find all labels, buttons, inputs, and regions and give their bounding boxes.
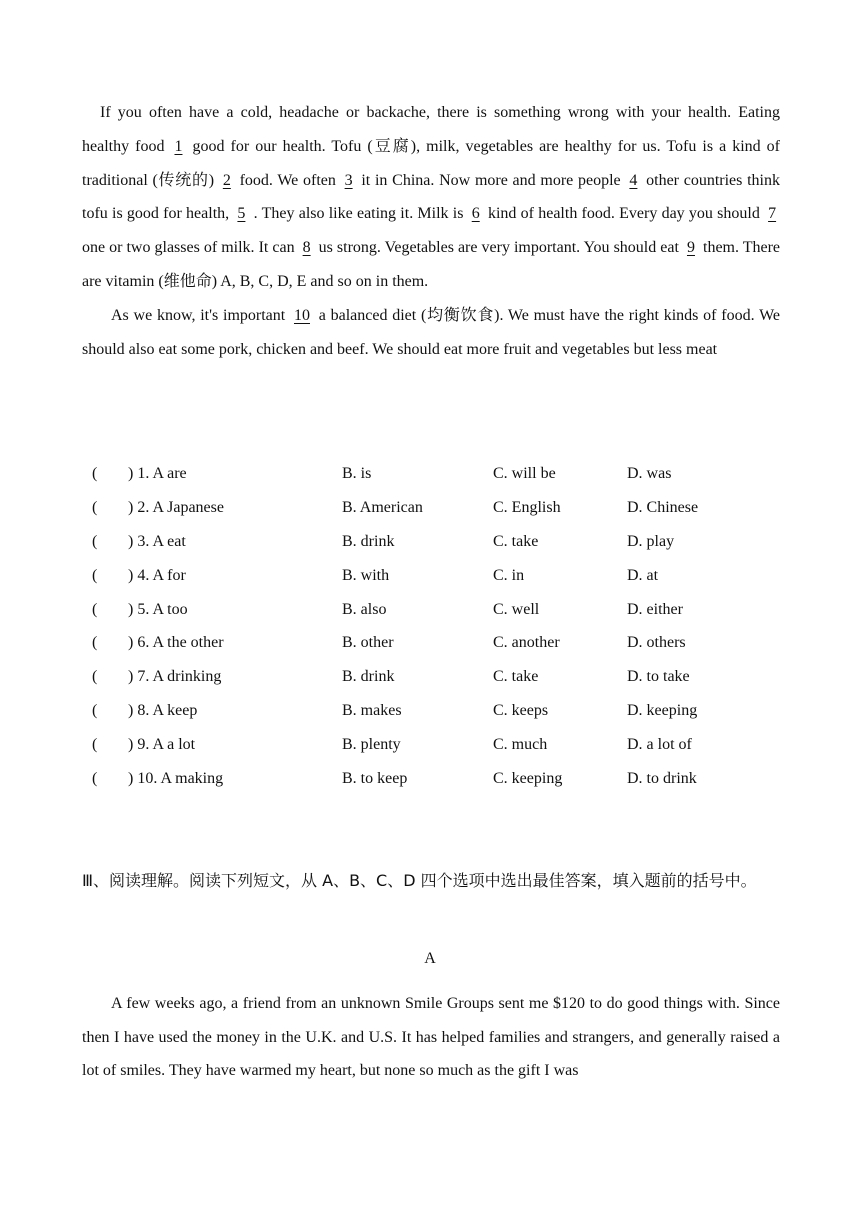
option-c: C. keeps (493, 702, 549, 720)
blank-8: 8 (302, 239, 311, 257)
question-row (82, 559, 782, 593)
option-d: D. to drink (627, 770, 697, 788)
passage-text: it in China. Now more and more people (361, 171, 621, 189)
option-d: D. was (627, 465, 672, 482)
answer-paren: ( (92, 736, 98, 754)
option-c: C. will be (493, 465, 556, 482)
option-b: B. drink (342, 532, 395, 550)
answer-paren: ( (92, 770, 98, 788)
option-c: C. take (493, 532, 539, 550)
option-c: C. another (493, 634, 560, 652)
option-b: B. to keep (342, 770, 408, 788)
option-b: B. also (342, 600, 387, 618)
blank-9: 9 (686, 239, 695, 257)
question-row (82, 593, 782, 627)
blank-5: 5 (237, 205, 246, 223)
section-heading: Ⅲ、阅读理解。阅读下列短文，从 A、B、C、D 四个选项中选出最佳答案，填入题前的括号中。 (82, 871, 757, 890)
question-row (82, 694, 782, 728)
question-stem: ) 8. A keep (128, 702, 198, 720)
reading-paragraph: A few weeks ago, a friend from an unknown Smile Groups sent me $120 to do good things with. Since then I have used the money in the U.K. and U.S. It has helped families and strangers, and generally raised a lot of smiles. They have warmed my heart, but none so much as the gift I was (82, 995, 780, 1080)
passage-text: a balanced diet (均衡饮食). We must have the right kinds of food. We should also eat some pork, chicken and beef. We should eat more fruit and vegetables but less meat (82, 306, 780, 358)
passage-text: other countries think tofu is good for health, (82, 171, 781, 223)
passage-label: A (424, 950, 436, 967)
option-c: C. keeping (493, 770, 563, 788)
option-c: C. take (493, 668, 539, 686)
option-b: B. other (342, 634, 394, 652)
question-stem: ) 5. A too (128, 600, 188, 618)
question-stem: ) 10. A making (128, 770, 224, 788)
option-d: D. either (627, 600, 683, 618)
passage-text: . They also like eating it. Milk is (253, 205, 464, 223)
option-d: D. keeping (627, 702, 698, 720)
option-b: B. drink (342, 668, 395, 686)
question-row (82, 660, 782, 694)
answer-paren: ( (92, 634, 98, 652)
question-stem: ) 7. A drinking (128, 668, 222, 686)
passage-text: If you often have a cold, headache or backache, there is something wrong with your health. Eating healthy food (82, 104, 780, 155)
answer-paren: ( (92, 498, 98, 516)
option-c: C. English (493, 498, 561, 516)
option-b: B. makes (342, 702, 402, 720)
option-b: B. is (342, 465, 372, 482)
blank-10: 10 (293, 306, 310, 324)
option-d: D. play (627, 532, 675, 550)
cloze-passage (82, 96, 780, 366)
question-row (82, 626, 782, 660)
option-d: D. Chinese (627, 498, 699, 516)
question-stem: ) 9. A a lot (128, 736, 196, 754)
question-row (82, 762, 782, 796)
option-d: D. at (627, 566, 659, 584)
answer-paren: ( (92, 465, 98, 482)
blank-6: 6 (471, 205, 480, 223)
option-b: B. American (342, 498, 423, 516)
option-d: D. to take (627, 668, 690, 686)
question-stem: ) 1. A are (128, 465, 187, 482)
question-row (82, 525, 782, 559)
question-stem: ) 4. A for (128, 566, 186, 584)
blank-3: 3 (344, 171, 353, 189)
answer-paren: ( (92, 668, 98, 686)
blank-7: 7 (768, 205, 777, 223)
option-d: D. others (627, 634, 686, 652)
option-b: B. plenty (342, 736, 401, 754)
question-stem: ) 3. A eat (128, 532, 186, 550)
question-row (82, 728, 782, 762)
answer-paren: ( (92, 702, 98, 720)
passage-text: good for our health. Tofu (豆腐), milk, vegetables are healthy for us. Tofu is a kind of traditional (传统的) (82, 137, 781, 189)
passage-text: As we know, it's important (111, 306, 286, 324)
answer-paren: ( (92, 600, 98, 618)
cloze-questions (82, 457, 782, 796)
passage-text: us strong. Vegetables are very important. You should eat (318, 239, 679, 257)
cloze-paragraph-1 (82, 96, 780, 299)
answer-paren: ( (92, 566, 98, 584)
passage-text: them. There are vitamin (维他命) A, B, C, D, E and so on in them. (82, 239, 781, 290)
passage-text: one or two glasses of milk. It can (82, 239, 295, 257)
reading-section (82, 864, 780, 898)
reading-passage-a (82, 987, 780, 1088)
answer-paren: ( (92, 532, 98, 550)
question-row (82, 491, 782, 525)
option-d: D. a lot of (627, 736, 692, 754)
blank-4: 4 (629, 171, 638, 189)
cloze-paragraph-2 (82, 299, 780, 367)
question-stem: ) 6. A the other (128, 634, 224, 652)
option-c: C. well (493, 600, 540, 618)
question-stem: ) 2. A Japanese (128, 498, 224, 516)
blank-2: 2 (222, 171, 231, 189)
blank-1: 1 (174, 137, 183, 155)
option-b: B. with (342, 566, 390, 584)
option-c: C. in (493, 566, 525, 584)
passage-text: kind of health food. Every day you should (487, 205, 760, 223)
option-c: C. much (493, 736, 548, 754)
question-row (82, 457, 782, 491)
passage-text: food. We often (239, 171, 336, 189)
